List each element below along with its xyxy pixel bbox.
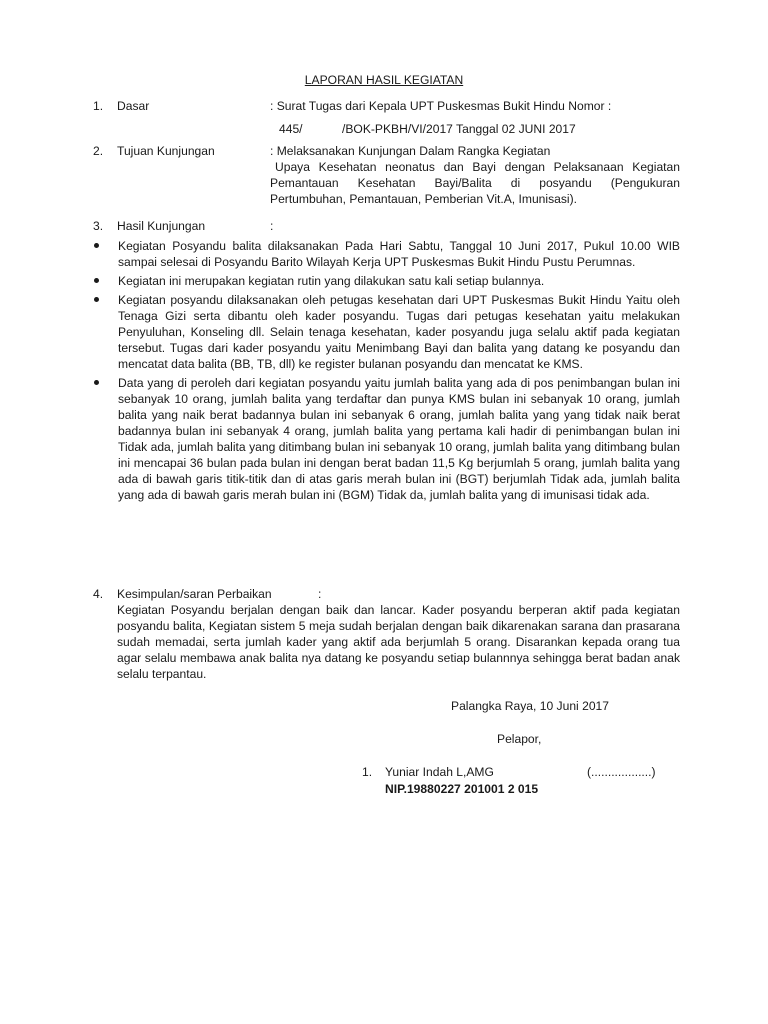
- bullet-icon: [94, 278, 99, 283]
- tujuan-number: 2.: [93, 144, 104, 158]
- signature-place-date: Palangka Raya, 10 Juni 2017: [451, 699, 610, 713]
- document-title: LAPORAN HASIL KEGIATAN: [304, 73, 464, 87]
- tujuan-value-body: Upaya Kesehatan neonatus dan Bayi dengan Pelaksanaan Kegiatan Pemantauan Kesehatan Bayi/Balita di posyandu (Pengukuran Pertumbuhan, Pemantauan, Pemberian Vit.A, Imunisasi).: [270, 160, 680, 206]
- kesimpulan-label: Kesimpulan/saran Perbaikan: [117, 587, 272, 601]
- dasar-ref-code: /BOK-PKBH/VI/2017 Tanggal 02 JUNI 2017: [342, 122, 576, 136]
- tujuan-label: Tujuan Kunjungan: [117, 144, 215, 158]
- hasil-number: 3.: [93, 219, 104, 233]
- hasil-label: Hasil Kunjungan: [117, 219, 206, 233]
- dasar-value: : Surat Tugas dari Kepala UPT Puskesmas Bukit Hindu Nomor :: [270, 99, 612, 113]
- kesimpulan-colon: :: [318, 587, 322, 601]
- bullet-text: Kegiatan posyandu dilaksanakan oleh petugas kesehatan dari UPT Puskesmas Bukit Hindu Yaitu oleh Tenaga Gizi serta dibantu oleh kader posyandu. Tugas dari petugas kesehatan yaitu melakukan Penyuluhan, Konseling dll. Selain tenaga kesehatan, kader posyandu juga selalu aktif pada kegiatan tersebut. Tugas dari kader posyandu yaitu Menimbang Bayi dan balita yang datang ke posyandu dan mencatat data balita (BB, TB, dll) ke register bulanan posyandu dan mencatat ke KMS.: [118, 293, 680, 371]
- list-item: [92, 238, 680, 270]
- signature-placeholder: (..................): [587, 765, 656, 779]
- bullet-icon: [94, 243, 99, 248]
- bullet-text: Data yang di peroleh dari kegiatan posyandu yaitu jumlah balita yang ada di pos penimbangan bulan ini sebanyak 10 orang, jumlah balita yang terdaftar dan punya KMS bulan ini sebanyak 10 orang, jumlah balita yang naik berat badannya bulan ini sebanyak 6 orang, jumlah balita yang yang tidak naik berat badannya bulan ini sebanyak 4 orang, jumlah balita yang pertama kali hadir di penimbangan bulan ini Tidak ada, jumlah balita yang ditimbang bulan ini sebanyak 10 orang, jumlah balita yang ditimbang bulan ini mencapai 36 bulan pada bulan ini dengan berat badan 11,5 Kg berjumlah 5 orang, jumlah balita yang ada di bawah garis titik-titik dan di atas garis merah bulan ini (BGT) berjumlah Tidak ada, jumlah balita yang ada di bawah garis merah bulan ini (BGM) Tidak da, jumlah balita yang di imunisasi tidak ada.: [118, 376, 680, 502]
- list-item: [92, 273, 680, 289]
- dasar-label: Dasar: [117, 99, 150, 113]
- list-item: [92, 292, 680, 372]
- bullet-icon: [94, 297, 99, 302]
- hasil-bullet-list: [92, 238, 680, 506]
- signature-nip: NIP.19880227 201001 2 015: [385, 782, 539, 796]
- signature-number: 1.: [362, 765, 373, 779]
- signature-name: Yuniar Indah L,AMG: [385, 765, 494, 779]
- list-item: [92, 375, 680, 503]
- bullet-text: Kegiatan ini merupakan kegiatan rutin yang dilakukan satu kali setiap bulannya.: [118, 274, 545, 288]
- dasar-ref-number: 445/: [279, 122, 303, 136]
- signature-role: Pelapor,: [497, 732, 542, 746]
- kesimpulan-body: Kegiatan Posyandu berjalan dengan baik dan lancar. Kader posyandu berperan aktif pada kegiatan posyandu balita, Kegiatan sistem 5 meja sudah berjalan dengan baik dikarenakan sarana dan prasarana sudah memadai, serta jumlah kader yang aktif ada berjumlah 5 orang. Disarankan kepada orang tua agar selalu membawa anak balita nya datang ke posyandu setiap bulannnya sehingga berat badan anak selalu terpantau.: [117, 603, 680, 681]
- dasar-number: 1.: [93, 99, 104, 113]
- tujuan-value-line1: : Melaksanakan Kunjungan Dalam Rangka Kegiatan: [270, 144, 551, 158]
- bullet-icon: [94, 380, 99, 385]
- kesimpulan-number: 4.: [93, 587, 104, 601]
- bullet-text: Kegiatan Posyandu balita dilaksanakan Pada Hari Sabtu, Tanggal 10 Juni 2017, Pukul 10.00 WIB sampai selesai di Posyandu Barito Wilayah Kerja UPT Puskesmas Bukit Hindu Pustu Perumnas.: [118, 239, 680, 269]
- hasil-colon: :: [270, 219, 274, 233]
